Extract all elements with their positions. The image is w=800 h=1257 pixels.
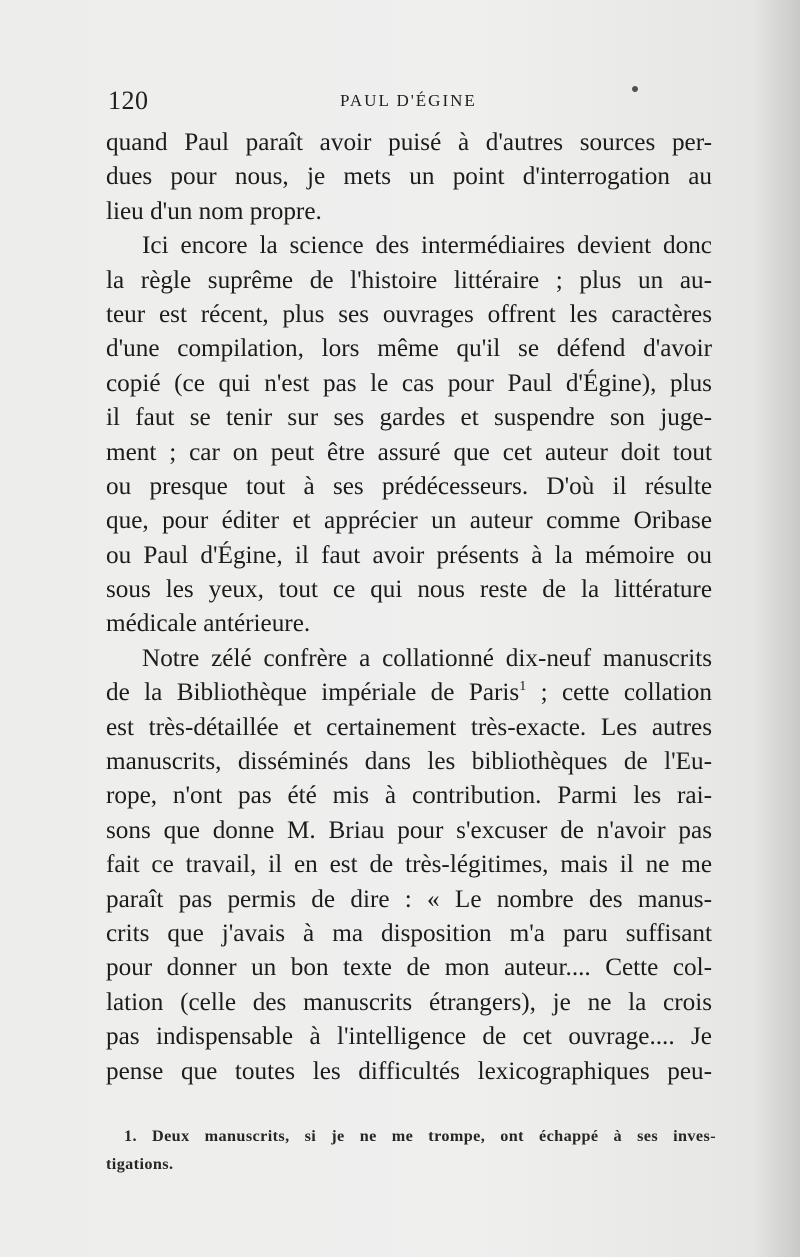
text-line: fait ce travail, il en est de très-légitimes, mais il ne me bbox=[106, 851, 712, 879]
text-fragment: ; cette collation bbox=[526, 679, 712, 707]
footnote-line: 1. Deux manuscrits, si je ne me trompe, ont échappé à ses inves- bbox=[124, 1127, 716, 1145]
text-line: lieu d'un nom propre. bbox=[106, 197, 322, 225]
text-line: pour donner un bon texte de mon auteur.... Cette col- bbox=[106, 954, 712, 982]
text-line: sous les yeux, tout ce qui nous reste de la littérature bbox=[106, 576, 712, 604]
text-line: d'une compilation, lors même qu'il se défend d'avoir bbox=[106, 335, 712, 363]
text-line: ou presque tout à ses prédécesseurs. D'où il résulte bbox=[106, 472, 712, 500]
text-line: crits que j'avais à ma disposition m'a paru suffisant bbox=[106, 919, 712, 947]
page-number: 120 bbox=[108, 86, 149, 115]
text-line: copié (ce qui n'est pas le cas pour Paul d'Égine), plus bbox=[106, 369, 712, 397]
text-line: pas indispensable à l'intelligence de cet ouvrage.... Je bbox=[106, 1023, 712, 1051]
text-line: ment ; car on peut être assuré que cet auteur doit tout bbox=[106, 438, 712, 466]
footnote-marker: 1 bbox=[519, 679, 527, 695]
body-text bbox=[106, 126, 712, 1089]
text-line: médicale antérieure. bbox=[106, 610, 311, 638]
running-header bbox=[108, 86, 720, 120]
text-line: paraît pas permis de dire : « Le nombre des manus- bbox=[106, 885, 712, 913]
text-fragment: de la Bibliothèque impériale de Paris bbox=[106, 679, 520, 707]
text-line: quand Paul paraît avoir puisé à d'autres sources per- bbox=[106, 129, 712, 156]
text-line: rope, n'ont pas été mis à contribution. Parmi les rai- bbox=[106, 782, 712, 810]
text-line: est très-détaillée et certainement très-exacte. Les autres bbox=[106, 713, 712, 741]
text-line: ou Paul d'Égine, il faut avoir présents à la mémoire ou bbox=[106, 541, 712, 569]
text-line: que, pour éditer et apprécier un auteur comme Oribase bbox=[106, 507, 712, 535]
text-line: manuscrits, disséminés dans les bibliothèques de l'Eu- bbox=[106, 748, 712, 776]
text-line: lation (celle des manuscrits étrangers), je ne la crois bbox=[106, 988, 712, 1016]
text-line: pense que toutes les difficultés lexicographiques peu- bbox=[106, 1057, 712, 1085]
text-line: Notre zélé confrère a collationné dix-neuf manuscrits bbox=[142, 644, 712, 672]
text-line-with-footnote bbox=[106, 676, 712, 710]
text-line: teur est récent, plus ses ouvrages offrent les caractères bbox=[106, 300, 712, 328]
running-title: PAUL D'ÉGINE bbox=[340, 91, 477, 110]
footnote bbox=[106, 1122, 716, 1178]
text-line: il faut se tenir sur ses gardes et suspendre son juge- bbox=[106, 404, 712, 432]
text-line: la règle suprême de l'histoire littéraire ; plus un au- bbox=[106, 266, 712, 294]
text-line: Ici encore la science des intermédiaires devient donc bbox=[142, 232, 712, 260]
text-line: dues pour nous, je mets un point d'interrogation au bbox=[106, 163, 712, 191]
text-line: sons que donne M. Briau pour s'excuser de n'avoir pas bbox=[106, 816, 712, 844]
footnote-line: tigations. bbox=[106, 1155, 174, 1173]
